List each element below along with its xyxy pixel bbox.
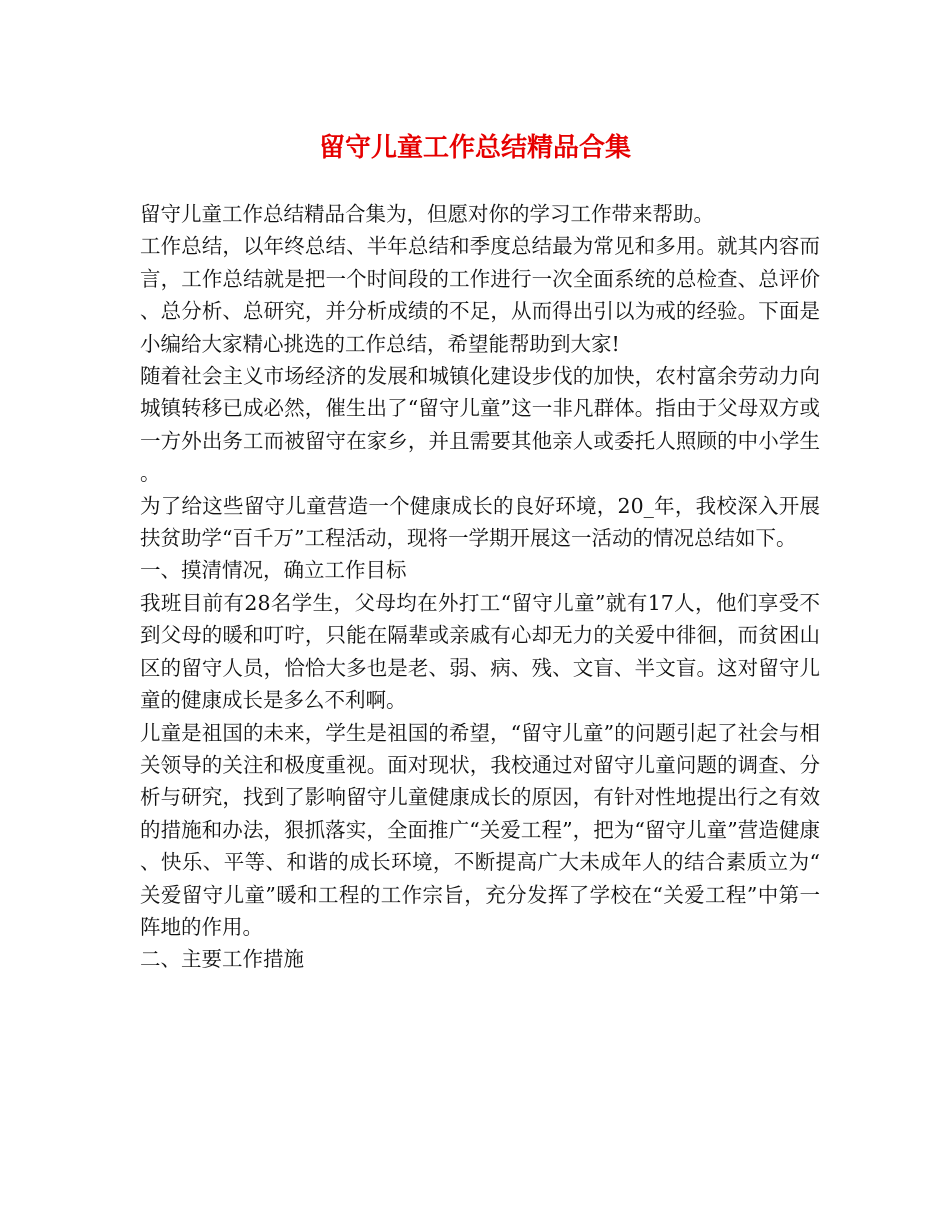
section-heading-two: 二、主要工作措施: [140, 947, 304, 972]
document-body: [140, 198, 820, 976]
background-paragraph: 随着社会主义市场经济的发展和城镇化建设步伐的加快，农村富余劳动力向城镇转移已成必然，催生出了“留守儿童”这一非凡群体。指由于父母双方或一方外出务工而被留守在家乡，并且需要其他亲人或委托人照顾的中小学生。: [140, 364, 820, 486]
class-situation-paragraph: 我班目前有28名学生，父母均在外打工“留守儿童”就有17人，他们享受不到父母的暖和叮咛，只能在隔辈或亲戚有心却无力的关爱中徘徊，而贫困山区的留守人员，恰恰大多也是老、弱、病、残、文盲、半文盲。这对留守儿童的健康成长是多么不利啊。: [140, 590, 820, 713]
section-heading-one: 一、摸清情况，确立工作目标: [140, 558, 407, 583]
significance-paragraph: 儿童是祖国的未来，学生是祖国的希望，“留守儿童”的问题引起了社会与相关领导的关注和极度重视。面对现状，我校通过对留守儿童问题的调查、分析与研究，找到了影响留守儿童健康成长的原因，有针对性地提出行之有效的措施和办法，狠抓落实，全面推广“关爱工程”，把为“留守儿童”营造健康、快乐、平等、和谐的成长环境，不断提高广大未成年人的结合素质立为“关爱留守儿童”暖和工程的工作宗旨，充分发挥了学校在“关爱工程”中第一阵地的作用。: [140, 720, 820, 939]
purpose-paragraph: 为了给这些留守儿童营造一个健康成长的良好环境，20_年，我校深入开展扶贫助学“百千万”工程活动，现将一学期开展这一活动的情况总结如下。: [140, 493, 820, 551]
intro-paragraph: 留守儿童工作总结精品合集为，但愿对你的学习工作带来帮助。: [140, 202, 714, 226]
work-summary-definition-paragraph: 工作总结，以年终总结、半年总结和季度总结最为常见和多用。就其内容而言，工作总结就是把一个时间段的工作进行一次全面系统的总检查、总评价、总分析、总研究，并分析成绩的不足，从而得出引以为戒的经验。下面是小编给大家精心挑选的工作总结，希望能帮助到大家!: [140, 234, 820, 356]
page-title: 留守儿童工作总结精品合集: [318, 133, 631, 163]
